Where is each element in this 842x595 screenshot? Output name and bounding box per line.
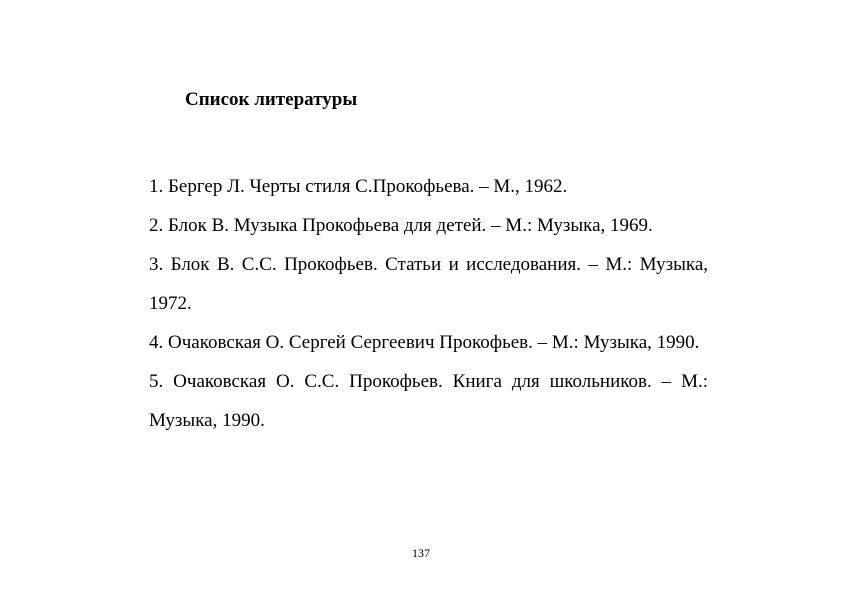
reference-item: 2. Блок В. Музыка Прокофьева для детей. – М.: Музыка, 1969. [149,215,653,236]
reference-item: 5. Очаковская О. С.С. Прокофьев. Книга для школьников. – М.: Музыка, 1990. [149,371,708,431]
reference-item: 4. Очаковская О. Сергей Сергеевич Прокофьев. – М.: Музыка, 1990. [149,332,700,353]
page-number: 137 [412,546,430,560]
reference-item: 1. Бергер Л. Черты стиля С.Прокофьева. – М., 1962. [149,176,568,197]
reference-list [149,167,708,440]
reference-item: 3. Блок В. С.С. Прокофьев. Статьи и исследования. – М.: Музыка, 1972. [149,254,708,314]
bibliography-heading: Список литературы [185,89,358,110]
